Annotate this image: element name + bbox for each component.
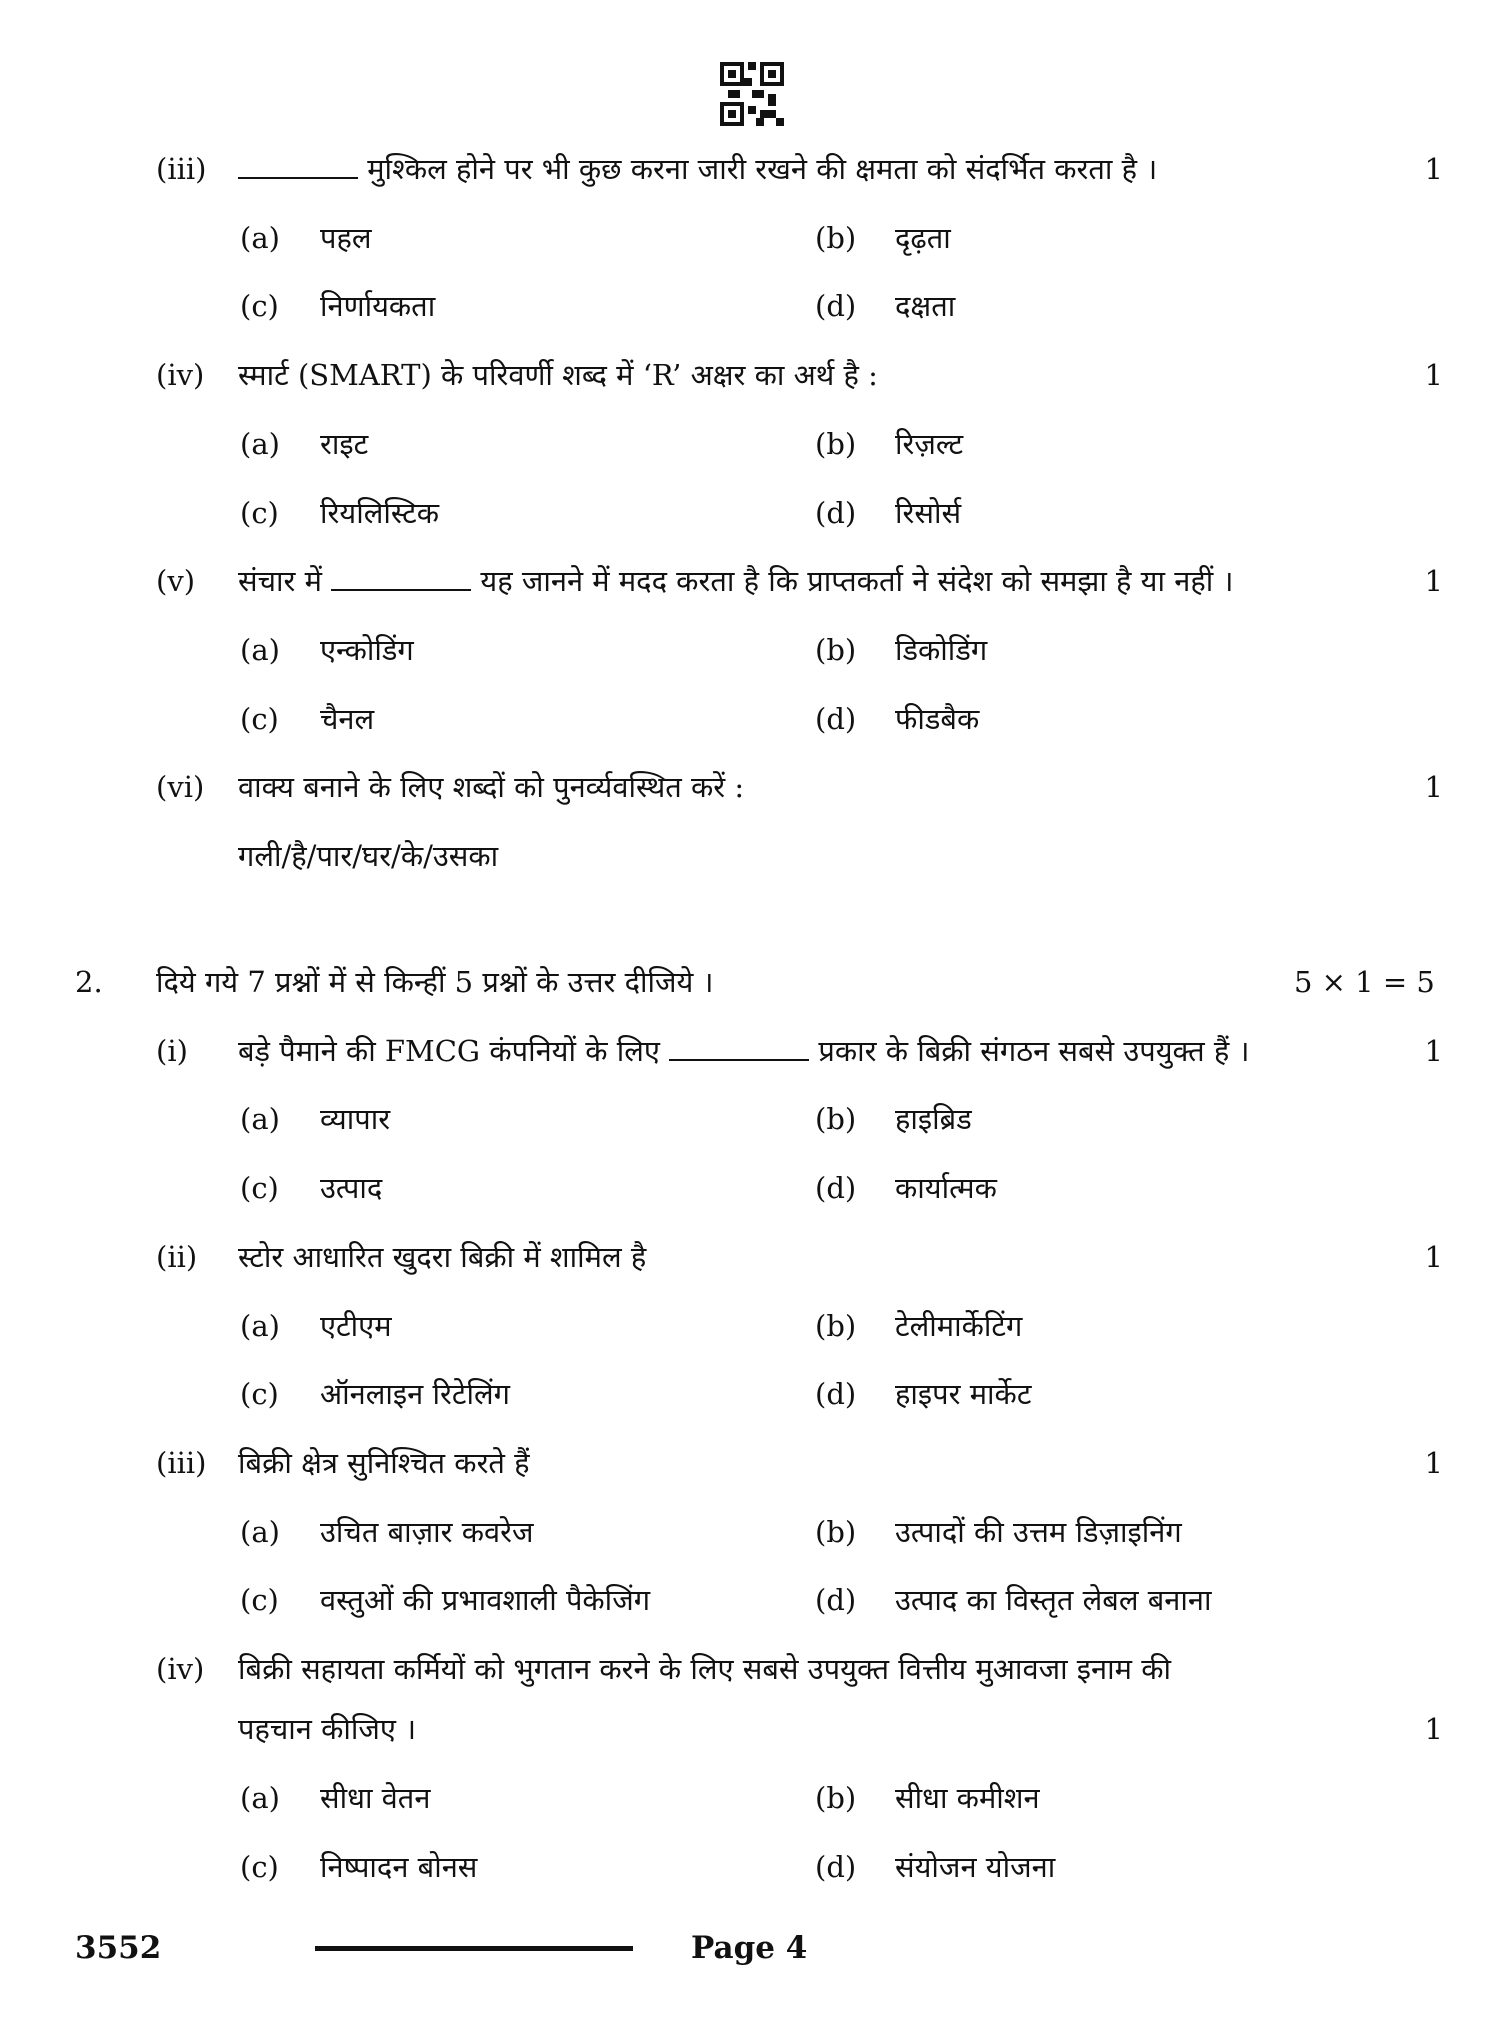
option-text: हाइपर मार्केट (895, 1377, 1032, 1412)
question-text-pre: बड़े पैमाने की FMCG कंपनियों के लिए (238, 1033, 660, 1068)
option-text: निर्णायकता (320, 289, 436, 324)
option-label: (c) (240, 1377, 279, 1412)
option-text: ऑनलाइन रिटेलिंग (320, 1377, 510, 1412)
jumbled-words: गली/है/पार/घर/के/उसका (238, 839, 499, 873)
option-label: (a) (240, 1308, 280, 1343)
option-label: (c) (240, 289, 279, 324)
question-marks: 1 (1424, 1239, 1443, 1274)
option-label: (d) (815, 1377, 857, 1412)
option-text: निष्पादन बोनस (320, 1849, 478, 1884)
option-text: रिज़ल्ट (895, 426, 964, 461)
option-label: (a) (240, 220, 280, 255)
option-label: (a) (240, 1102, 280, 1137)
answer-blank (331, 565, 471, 591)
option-text: फीडबैक (895, 701, 980, 736)
option-text: टेलीमार्केटिंग (895, 1308, 1023, 1343)
option-text: उत्पाद (320, 1171, 383, 1206)
question-number: 2. (75, 965, 103, 999)
option-label: (a) (240, 632, 280, 667)
option-label: (b) (815, 426, 857, 461)
question-number: (v) (156, 564, 196, 599)
question-text (238, 563, 1233, 599)
question-marks: 1 (1424, 358, 1443, 393)
option-text: व्यापार (320, 1102, 391, 1137)
question-number: (ii) (156, 1239, 198, 1274)
option-label: (b) (815, 1102, 857, 1137)
question-text-main: स्मार्ट (SMART) के परिवर्णी शब्द में ‘R’ अक्षर का अर्थ है : (238, 358, 878, 393)
option-text: संयोजन योजना (895, 1849, 1056, 1884)
option-label: (c) (240, 1583, 279, 1618)
question-text-continued: पहचान कीजिए । (238, 1712, 417, 1747)
question-text-main: बिक्री सहायता कर्मियों को भुगतान करने के लिए सबसे उपयुक्त वित्तीय मुआवजा इनाम की (238, 1652, 1171, 1686)
option-text: रियलिस्टिक (320, 495, 440, 530)
option-text: उत्पादों की उत्तम डिज़ाइनिंग (895, 1514, 1182, 1549)
qr-code (720, 62, 784, 126)
option-text: डिकोडिंग (895, 632, 988, 667)
option-text: पहल (320, 220, 372, 255)
question-number: (i) (156, 1033, 188, 1068)
option-label: (b) (815, 220, 857, 255)
question-text (238, 1033, 1249, 1069)
option-label: (b) (815, 1514, 857, 1549)
question-number: (iii) (156, 152, 207, 186)
question-text (238, 151, 1157, 187)
option-label: (c) (240, 495, 279, 530)
option-label: (d) (815, 289, 857, 324)
question-marks: 1 (1424, 770, 1443, 805)
question-text-main: बिक्री क्षेत्र सुनिश्चित करते हैं (238, 1445, 530, 1480)
option-text: राइट (320, 426, 369, 461)
option-text: हाइब्रिड (895, 1102, 972, 1137)
question-text (238, 357, 878, 393)
option-label: (c) (240, 1171, 279, 1206)
question-text-main: यह जानने में मदद करता है कि प्राप्तकर्ता ने संदेश को समझा है या नहीं । (480, 564, 1234, 599)
footer-rule (315, 1946, 633, 1951)
option-text: एटीएम (320, 1308, 392, 1343)
question-text-main: मुश्किल होने पर भी कुछ करना जारी रखने की क्षमता को संदर्भित करता है । (367, 152, 1158, 186)
option-label: (b) (815, 1308, 857, 1343)
question-marks: 1 (1424, 564, 1443, 599)
question-number: (iv) (156, 1652, 205, 1686)
question-text-main: वाक्य बनाने के लिए शब्दों को पुनर्व्यवस्थित करें : (238, 770, 745, 805)
question-text (238, 1445, 530, 1481)
question-text (238, 1239, 646, 1275)
page-number: Page 4 (691, 1930, 808, 1966)
question-marks: 1 (1424, 152, 1443, 186)
option-text: दक्षता (895, 289, 956, 324)
option-text: सीधा कमीशन (895, 1781, 1040, 1816)
question-number: (iii) (156, 1445, 207, 1480)
question-text-pre: संचार में (238, 564, 322, 599)
question-number: (iv) (156, 358, 205, 393)
option-text: एन्कोडिंग (320, 632, 414, 667)
answer-blank (238, 153, 358, 179)
question-text (238, 1651, 1171, 1687)
question-marks: 1 (1424, 1712, 1443, 1747)
option-label: (a) (240, 1514, 280, 1549)
option-text: वस्तुओं की प्रभावशाली पैकेजिंग (320, 1583, 651, 1618)
question-text (238, 769, 744, 805)
question-text-main: प्रकार के बिक्री संगठन सबसे उपयुक्त हैं । (818, 1033, 1250, 1068)
question-text-main: स्टोर आधारित खुदरा बिक्री में शामिल है (238, 1239, 647, 1274)
question-marks: 1 (1424, 1033, 1443, 1068)
option-label: (d) (815, 495, 857, 530)
option-label: (a) (240, 1781, 280, 1816)
option-text: रिसोर्स (895, 495, 962, 530)
option-text: चैनल (320, 701, 375, 736)
option-label: (c) (240, 701, 279, 736)
option-text: दृढ़ता (895, 220, 951, 255)
question-number: (vi) (156, 770, 205, 805)
option-text: कार्यात्मक (895, 1171, 997, 1206)
paper-code: 3552 (75, 1930, 162, 1966)
section-instruction: दिये गये 7 प्रश्नों में से किन्हीं 5 प्रश्नों के उत्तर दीजिये । (156, 965, 714, 999)
option-text: उचित बाज़ार कवरेज (320, 1514, 534, 1549)
answer-blank (669, 1035, 809, 1061)
option-label: (d) (815, 1171, 857, 1206)
option-label: (d) (815, 1583, 857, 1618)
option-label: (b) (815, 632, 857, 667)
option-text: उत्पाद का विस्तृत लेबल बनाना (895, 1583, 1212, 1618)
option-label: (d) (815, 1849, 857, 1884)
option-label: (d) (815, 701, 857, 736)
option-label: (a) (240, 426, 280, 461)
option-label: (b) (815, 1781, 857, 1816)
option-label: (c) (240, 1849, 279, 1884)
section-marks: 5 × 1 = 5 (1294, 965, 1435, 999)
question-marks: 1 (1424, 1445, 1443, 1480)
option-text: सीधा वेतन (320, 1781, 431, 1816)
